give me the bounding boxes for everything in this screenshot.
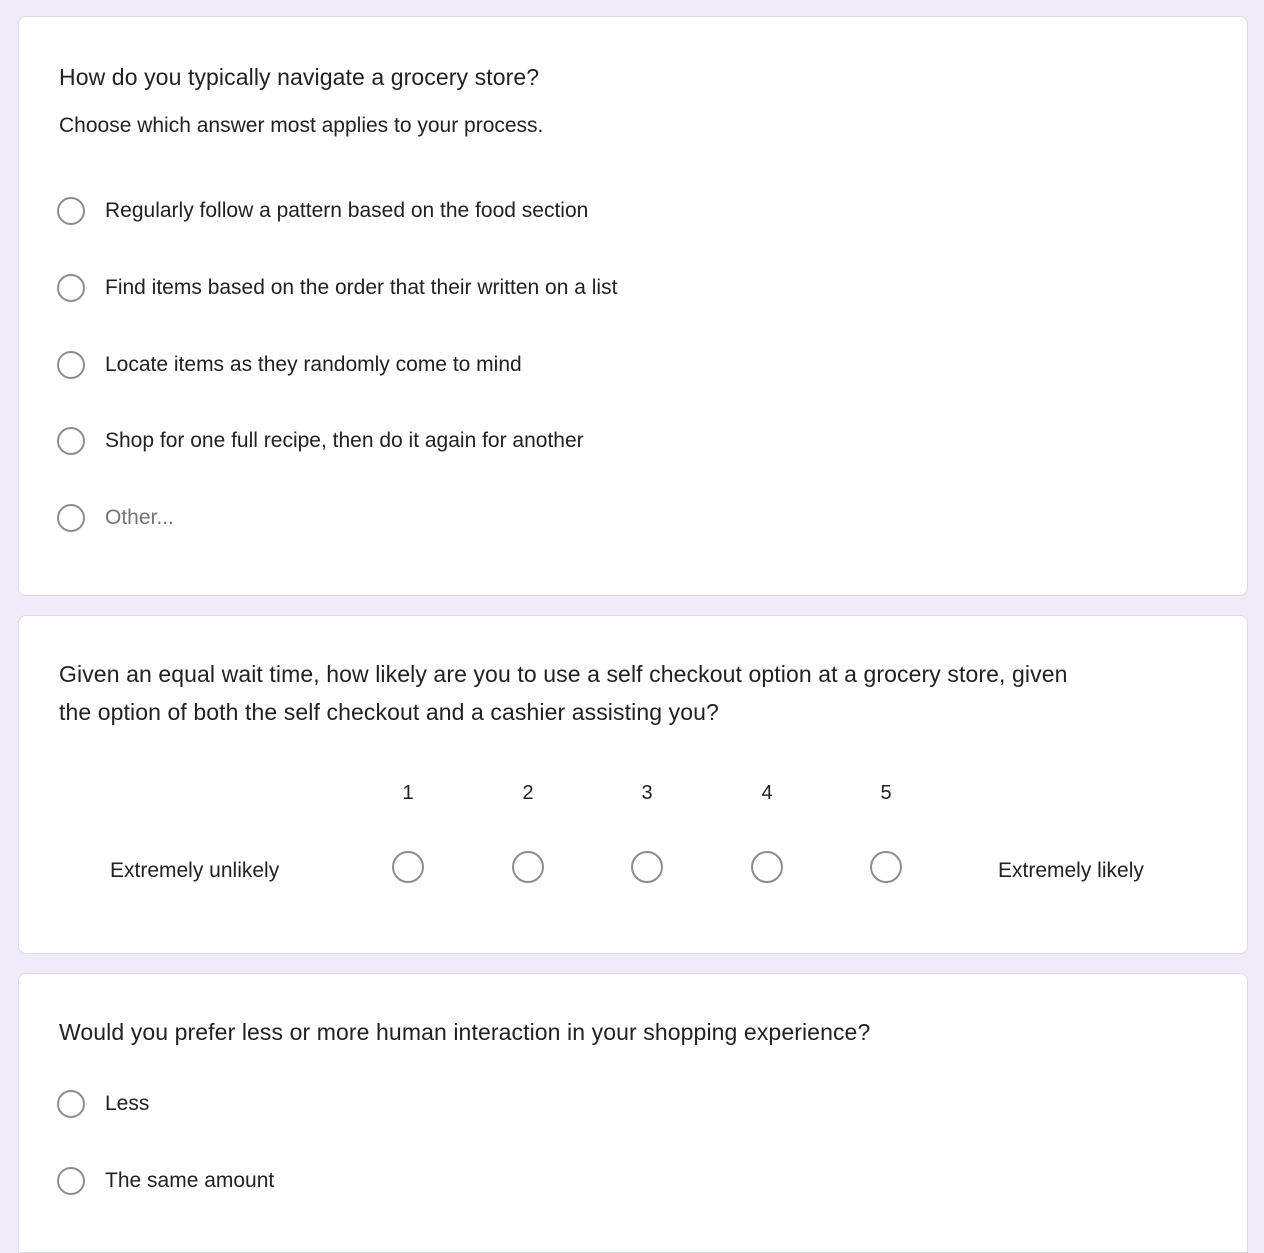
question-title: Would you prefer less or more human interaction in your shopping experience? <box>59 1019 871 1045</box>
question-card-navigation <box>18 16 1248 596</box>
scale-radio-1[interactable] <box>392 851 424 883</box>
radio-option-other[interactable] <box>57 500 174 536</box>
scale-number-4: 4 <box>761 782 773 804</box>
radio-button[interactable] <box>57 427 85 455</box>
radio-option[interactable] <box>57 1086 149 1122</box>
question-title-line-2: the option of both the self checkout and a cashier assisting you? <box>59 699 719 725</box>
question-card-human-interaction <box>18 973 1248 1253</box>
radio-button[interactable] <box>57 1090 85 1118</box>
radio-option[interactable] <box>57 270 617 306</box>
option-label: Regularly follow a pattern based on the food section <box>105 199 589 222</box>
scale-low-label: Extremely unlikely <box>110 859 280 882</box>
scale-high-label: Extremely likely <box>998 859 1144 882</box>
option-label: The same amount <box>105 1169 275 1192</box>
question-title: How do you typically navigate a grocery store? <box>59 64 540 90</box>
radio-button[interactable] <box>57 1167 85 1195</box>
scale-number-2: 2 <box>522 782 534 804</box>
radio-button[interactable] <box>57 197 85 225</box>
question-title-line-1: Given an equal wait time, how likely are you to use a self checkout option at a grocery store, given <box>59 661 1068 687</box>
radio-option[interactable] <box>57 347 522 383</box>
scale-number-5: 5 <box>880 782 892 804</box>
scale-radio-3[interactable] <box>631 851 663 883</box>
option-label: Locate items as they randomly come to mind <box>105 353 522 376</box>
option-label: Shop for one full recipe, then do it again for another <box>105 429 584 452</box>
other-option-label[interactable]: Other... <box>105 506 174 529</box>
option-label: Less <box>105 1092 150 1115</box>
scale-radio-4[interactable] <box>751 851 783 883</box>
option-label: Find items based on the order that their written on a list <box>105 276 618 299</box>
radio-button[interactable] <box>57 504 85 532</box>
question-card-self-checkout <box>18 615 1248 954</box>
radio-option[interactable] <box>57 423 584 459</box>
scale-radio-2[interactable] <box>512 851 544 883</box>
radio-option[interactable] <box>57 1163 274 1199</box>
scale-number-3: 3 <box>641 782 653 804</box>
scale-number-1: 1 <box>402 782 414 804</box>
radio-button[interactable] <box>57 274 85 302</box>
question-description: Choose which answer most applies to your process. <box>59 114 544 137</box>
radio-option[interactable] <box>57 193 588 229</box>
scale-radio-5[interactable] <box>870 851 902 883</box>
radio-button[interactable] <box>57 351 85 379</box>
